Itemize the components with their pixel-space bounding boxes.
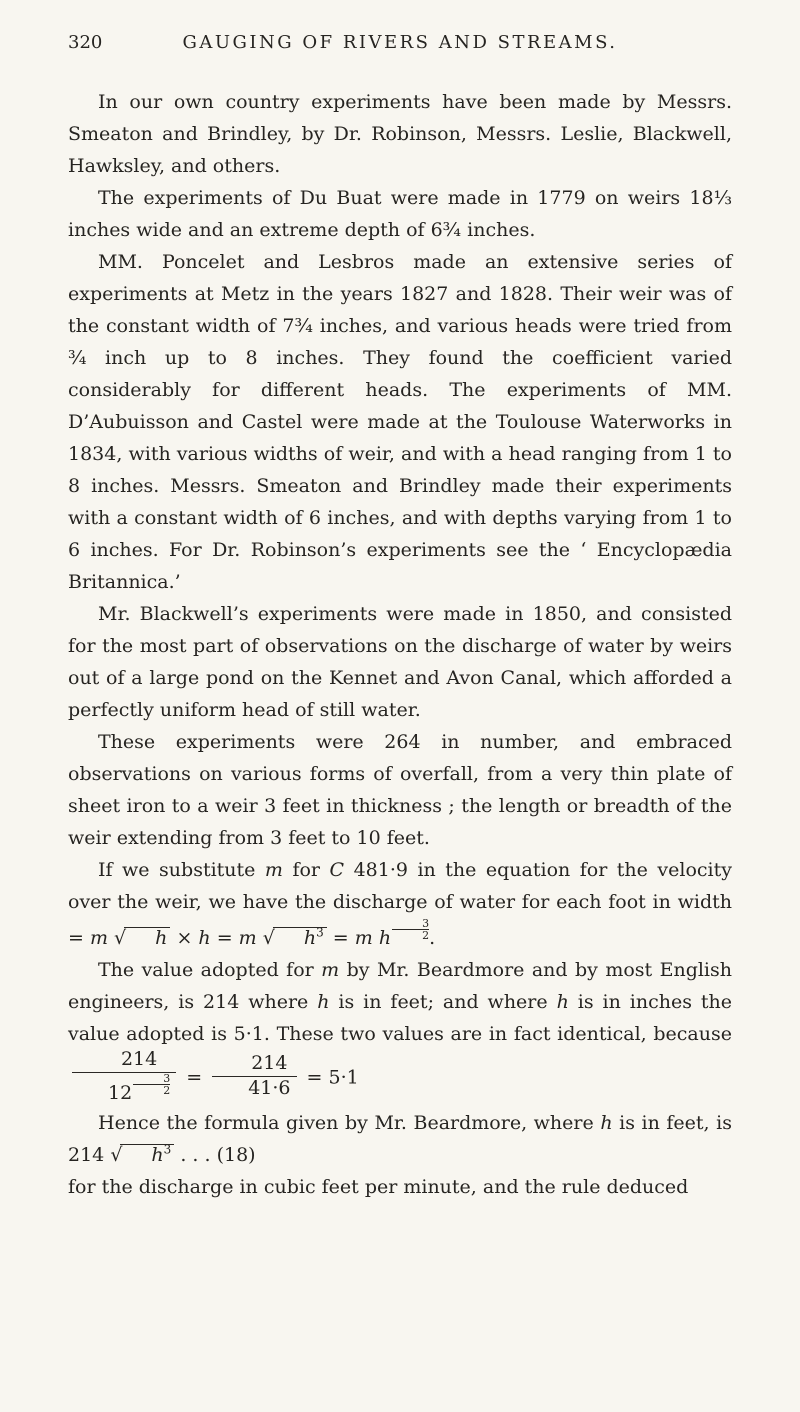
page-number: 320 <box>68 32 103 53</box>
math-var-m: m <box>354 926 373 949</box>
math-var-h: h <box>155 926 168 949</box>
exponent-fraction <box>133 1073 170 1096</box>
paragraph-7 <box>68 954 732 1107</box>
text-run: The value adopted for <box>98 958 322 981</box>
math-var-C: C <box>329 859 345 881</box>
text-run: = <box>180 1066 209 1089</box>
exponent-denominator: 2 <box>392 929 429 941</box>
text-run: = 5·1 <box>300 1066 359 1089</box>
radical <box>110 1144 174 1166</box>
radical-sign: √ <box>256 926 275 949</box>
paragraph-8 <box>68 1107 732 1171</box>
exponent-denominator: 2 <box>133 1084 170 1096</box>
text-run: MM. Poncelet and Lesbros made an extensive series of experiments at Metz in the years 1827 and 1828. Their weir was of the constant width of 7¾ inches, and various heads were tried from ¾ inch up to 8 inches. They found the coefficient varied considerably for different heads. The experiments of MM. D’Aubuisson and Castel were made at the Toulouse Waterworks in 1834, with various widths of weir, and with a head ranging from 1 to 8 inches. Messrs. Smeaton and Brindley made their experiments with a constant width of 6 inches, and with depths varying from 1 to 6 inches. For Dr. Robinson’s experiments see the ‘ Encyclopædia Britannica.’ <box>68 251 732 593</box>
radical <box>108 927 170 949</box>
math-var-m: m <box>89 926 108 949</box>
paragraph-5 <box>68 726 732 854</box>
math-var-m: m <box>238 926 257 949</box>
exponent: 3 <box>163 1143 172 1158</box>
math-var-h: h <box>151 1144 164 1167</box>
radicand <box>273 927 327 950</box>
equation-number: (18) <box>216 1144 256 1167</box>
text-run: for <box>282 859 330 881</box>
math-var-m: m <box>264 859 283 881</box>
fraction <box>72 1048 176 1105</box>
fraction <box>212 1052 296 1101</box>
radical-sign: √ <box>110 1144 123 1167</box>
math-var-m: m <box>321 958 340 981</box>
text-run: Hence the formula given by Mr. Beardmore, where <box>98 1112 601 1135</box>
fraction-numerator: 214 <box>251 1052 288 1075</box>
page-header <box>68 30 732 64</box>
exponent: 3 <box>316 925 324 940</box>
text-run: = <box>210 926 239 949</box>
radicand <box>124 927 170 950</box>
paragraph-2 <box>68 182 732 246</box>
text-run: The experiments of Du Buat were made in 1779 on weirs 18⅓ inches wide and an extreme depth of 6¾ inches. <box>68 187 732 241</box>
text-run: In our own country experiments have been made by Messrs. Smeaton and Brindley, by Dr. Robinson, Messrs. Leslie, Blackwell, Hawksley, and others. <box>68 91 732 177</box>
exponent-numerator: 3 <box>422 917 430 930</box>
math-var-h: h <box>317 990 330 1013</box>
fraction-denominator: 41·6 <box>212 1076 296 1101</box>
fraction-denominator <box>72 1072 176 1106</box>
text-run: Mr. Blackwell’s experiments were made in 1850, and consisted for the most part of observations on the discharge of water by weirs out of a large pond on the Kennet and Avon Canal, which afforded a perfectly uniform head of still water. <box>68 603 732 721</box>
running-title: GAUGING OF RIVERS AND STREAMS. <box>182 32 618 53</box>
text-run: If we substitute <box>98 859 265 881</box>
paragraph-3 <box>68 246 732 598</box>
text-run: is in inches the value adopted is 5·1. These two values are in fact identical, because <box>68 990 733 1045</box>
text-run: is in feet, is 214 <box>68 1112 732 1167</box>
math-var-h: h <box>556 990 569 1013</box>
exponent-numerator: 3 <box>163 1071 171 1085</box>
paragraph-6 <box>68 854 732 954</box>
paragraph-1 <box>68 86 732 182</box>
exponent-fraction <box>392 918 429 941</box>
radical <box>257 927 327 949</box>
ellipsis-dots: . . . <box>174 1144 217 1167</box>
fraction-numerator: 214 <box>120 1047 158 1070</box>
radicand <box>120 1144 174 1167</box>
page-body <box>68 86 732 1203</box>
paragraph-9 <box>68 1171 732 1203</box>
text-run: by Mr. Beardmore and by most English engineers, is 214 where <box>68 958 732 1013</box>
text-run: These experiments were 264 in number, and embraced observations on various forms of overfall, from a very thin plate of sheet iron to a weir 3 feet in thickness ; the length or breadth of the weir extending from 3 feet to 10 feet. <box>68 731 732 849</box>
paragraph-4 <box>68 598 732 726</box>
text-run: for the discharge in cubic feet per minute, and the rule deduced <box>68 1176 689 1199</box>
math-var-h: h <box>198 926 211 949</box>
text-run: . <box>429 926 436 949</box>
radical-sign: √ <box>108 926 127 949</box>
text-run: is in feet; and where <box>329 990 557 1013</box>
math-var-h: h <box>378 926 392 949</box>
text-run: × <box>170 926 199 949</box>
text-run: = <box>326 926 355 949</box>
text-run: 481·9 in the equation for the velocity over the weir, we have the discharge of water for each foot in width = <box>68 859 732 949</box>
math-var-h: h <box>303 926 317 949</box>
denominator-base: 12 <box>108 1081 133 1104</box>
math-var-h: h <box>600 1112 613 1135</box>
